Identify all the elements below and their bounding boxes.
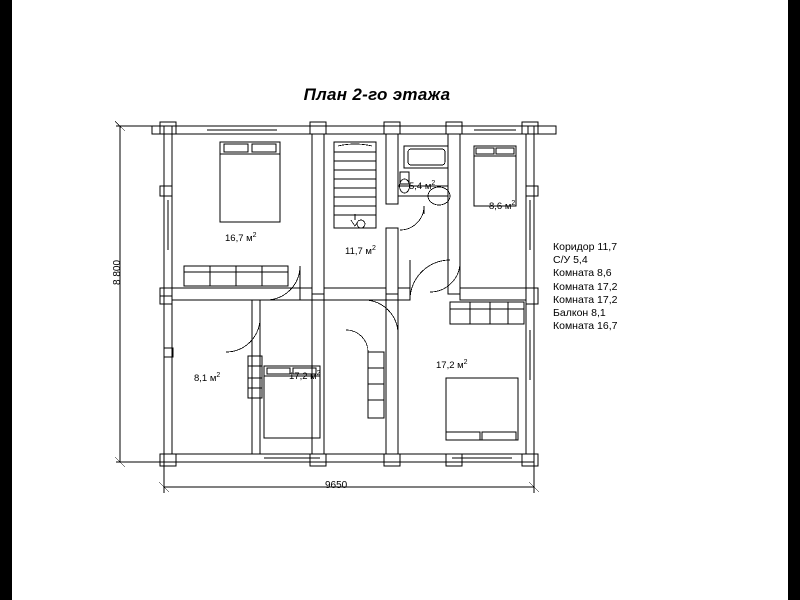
- page-title: План 2-го этажа: [303, 85, 451, 104]
- room-area-bedroom-lower-right: 17,2 $м^2$: [436, 359, 468, 372]
- legend-item: С/У 5,4: [553, 254, 588, 267]
- room-area-bedroom-upper-left: 16,7 $м^2$: [225, 232, 257, 245]
- legend-item: Балкон 8,1: [553, 306, 606, 319]
- dimension-horizontal-label: 9650: [325, 480, 348, 491]
- legend-item: Коридор 11,7: [553, 241, 618, 253]
- room-area-corridor: 11,7 $м^2$: [345, 245, 376, 258]
- room-legend: [553, 241, 617, 333]
- room-area-bedroom-lower-left: 17,2 $м^2$: [289, 370, 321, 383]
- legend-item: Комната 17,2: [553, 293, 618, 306]
- dimension-vertical-label: 8 800: [112, 259, 123, 285]
- drawing-sheet: [12, 0, 788, 600]
- legend-item: Комната 8,6: [553, 267, 612, 280]
- legend-item: Комната 17,2: [553, 280, 618, 293]
- room-area-room-upper-right: 8,6 $м^2$: [489, 200, 516, 213]
- legend-item: Комната 16,7: [553, 320, 618, 333]
- room-area-balcony: 8,1 $м^2$: [194, 372, 221, 385]
- room-area-bathroom: 5,4 $м^2$: [409, 180, 436, 193]
